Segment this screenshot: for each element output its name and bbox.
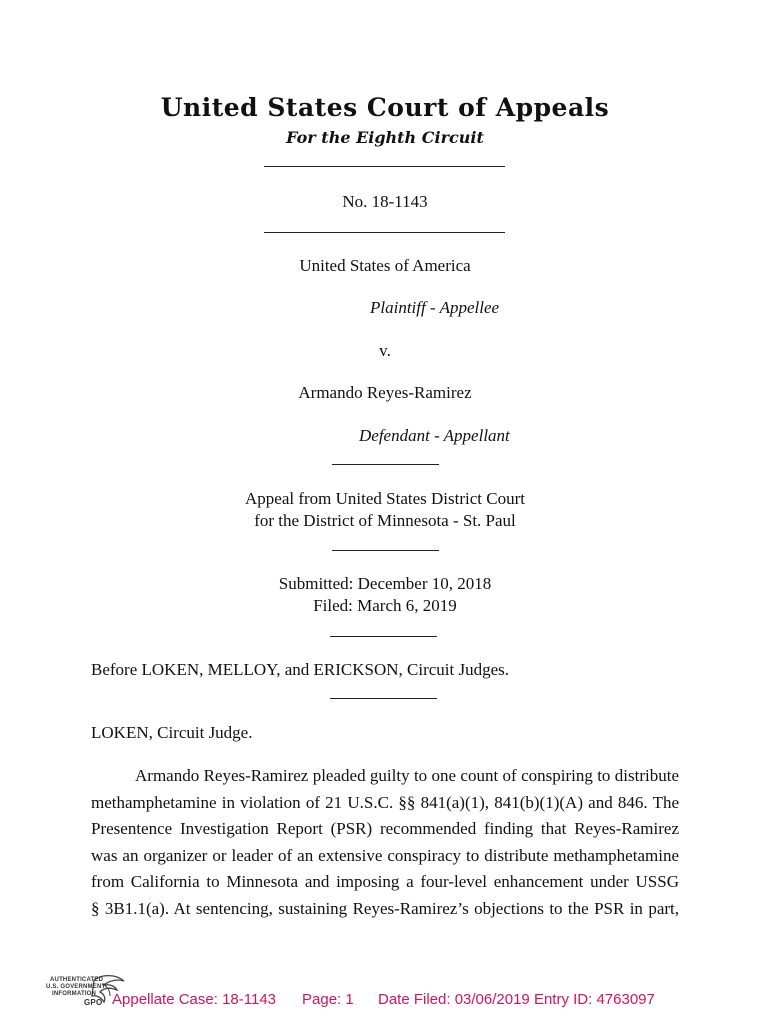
panel-judges: Before LOKEN, MELLOY, and ERICKSON, Circuit Judges. bbox=[91, 660, 510, 679]
divider bbox=[330, 636, 437, 637]
appeal-line-1: Appeal from United States District Court bbox=[245, 489, 525, 508]
filed-date: Filed: March 6, 2019 bbox=[313, 596, 457, 615]
divider bbox=[332, 550, 439, 551]
paragraph-line: methamphetamine in violation of 21 U.S.C. §§ 841(a)(1), 841(b)(1)(A) and 846. The bbox=[91, 792, 679, 812]
seal-text-3: INFORMATION bbox=[52, 991, 97, 997]
defendant-name: Armando Reyes-Ramirez bbox=[298, 383, 472, 402]
appeal-line-2: for the District of Minnesota - St. Paul bbox=[254, 511, 516, 530]
paragraph-line: Presentence Investigation Report (PSR) recommended finding that Reyes-Ramirez bbox=[91, 819, 679, 838]
plaintiff-name: United States of America bbox=[299, 256, 471, 275]
seal-text-2: U.S. GOVERNMENT bbox=[46, 984, 106, 990]
defendant-role: Defendant - Appellant bbox=[359, 426, 510, 445]
footer-date-filed: Date Filed: 03/06/2019 Entry ID: 4763097 bbox=[378, 991, 655, 1008]
footer-appellate-case: Appellate Case: 18-1143 bbox=[112, 991, 277, 1008]
paragraph-line: Armando Reyes-Ramirez pleaded guilty to one count of conspiring to distribute bbox=[135, 766, 679, 785]
paragraph-line: from California to Minnesota and imposing a four-level enhancement under USSG bbox=[91, 872, 679, 891]
circuit-subtitle: For the Eighth Circuit bbox=[286, 128, 484, 147]
divider bbox=[264, 232, 505, 233]
opinion-paragraph bbox=[91, 763, 679, 922]
case-number: No. 18-1143 bbox=[342, 192, 428, 211]
paragraph-line: § 3B1.1(a). At sentencing, sustaining Reyes-Ramirez’s objections to the PSR in part, bbox=[91, 898, 679, 918]
submitted-date: Submitted: December 10, 2018 bbox=[278, 574, 492, 593]
opinion-author: LOKEN, Circuit Judge. bbox=[91, 723, 253, 742]
court-title: United States Court of Appeals bbox=[160, 93, 610, 122]
paragraph-line: was an organizer or leader of an extensive conspiracy to distribute methamphetamine bbox=[91, 845, 679, 865]
versus: v. bbox=[379, 341, 391, 360]
divider bbox=[332, 464, 439, 465]
plaintiff-role: Plaintiff - Appellee bbox=[370, 298, 500, 317]
divider bbox=[264, 166, 505, 167]
divider bbox=[330, 698, 437, 699]
seal-mark: GPO bbox=[84, 998, 103, 1007]
footer-page-number: Page: 1 bbox=[302, 991, 354, 1008]
seal-text-1: AUTHENTICATED bbox=[50, 977, 104, 983]
